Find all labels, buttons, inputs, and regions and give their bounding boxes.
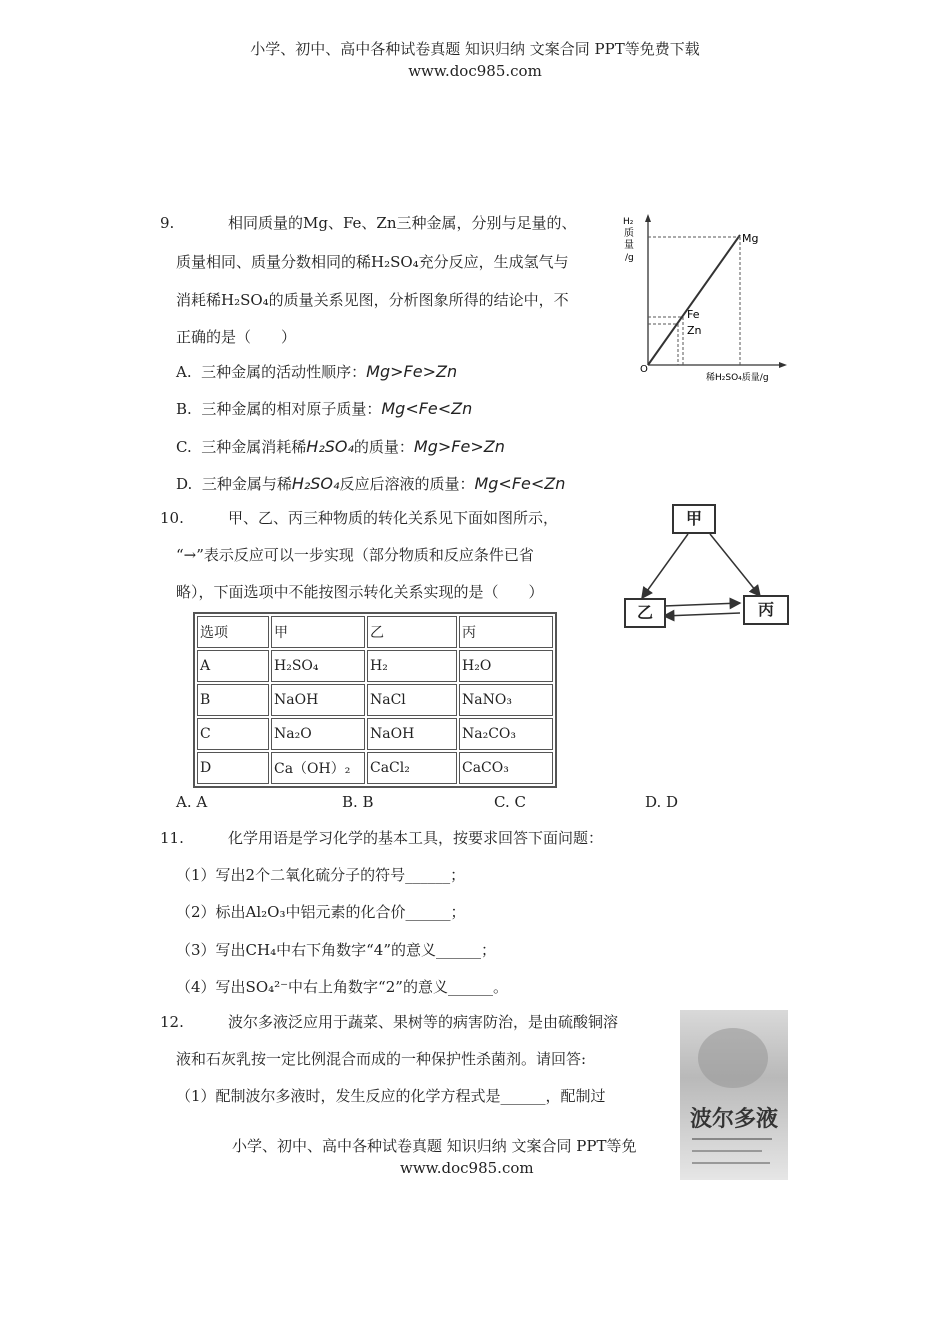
- arrow-yi-bing: [664, 603, 740, 606]
- x-axis-arrow: [779, 362, 787, 368]
- table-cell: Na₂O: [271, 718, 365, 750]
- q10-stem-line: “→”表示反应可以一步实现（部分物质和反应条件已省: [176, 546, 534, 564]
- mg-label: Mg: [742, 232, 759, 245]
- table-cell: H₂SO₄: [271, 650, 365, 682]
- q11-item: （1）写出2个二氧化硫分子的符号______；: [176, 866, 466, 884]
- node-bing: 丙: [743, 595, 789, 625]
- q12-stem-line: （1）配制波尔多液时，发生反应的化学方程式是______，配制过: [176, 1087, 606, 1105]
- table-header-cell: 丙: [459, 616, 553, 648]
- node-yi: 乙: [624, 598, 666, 628]
- table-header-cell: 选项: [197, 616, 269, 648]
- y-label-3: 量: [624, 240, 634, 251]
- arrow-jia-yi: [642, 534, 688, 598]
- y-label-4: /g: [625, 253, 634, 263]
- q11-number: 11.: [160, 829, 184, 847]
- q12-number: 12.: [160, 1013, 184, 1031]
- q10-options-table: [193, 612, 557, 788]
- q10-stem-line: 甲、乙、丙三种物质的转化关系见下面如图所示，: [228, 509, 559, 527]
- table-cell: NaNO₃: [459, 684, 553, 716]
- table-row: [197, 718, 553, 750]
- table-cell: NaOH: [271, 684, 365, 716]
- q10-number: 10.: [160, 509, 184, 527]
- q11-item: （3）写出CH₄中右下角数字“4”的意义______；: [176, 941, 496, 959]
- footer-url: www.doc985.com: [400, 1159, 534, 1177]
- series-line: [648, 235, 740, 365]
- q9-option-c: C. 三种金属消耗稀H₂SO₄的质量：Mg>Fe>Zn: [176, 437, 505, 456]
- bordeaux-mixture-photo: [680, 1010, 788, 1180]
- q10-choice-c: C. C: [494, 793, 526, 811]
- origin-label: O: [640, 364, 648, 375]
- q10-choice-d: D. D: [645, 793, 679, 811]
- q9-number: 9.: [160, 214, 175, 232]
- table-header-row: [197, 616, 553, 648]
- table-cell: A: [197, 650, 269, 682]
- node-jia: 甲: [672, 504, 716, 534]
- zn-label: Zn: [687, 324, 702, 337]
- table-cell: CaCl₂: [367, 752, 457, 784]
- table-row: [197, 752, 553, 784]
- table-row: [197, 684, 553, 716]
- q10-stem-line: 略），下面选项中不能按图示转化关系实现的是（ ）: [176, 583, 544, 601]
- y-label-1: H₂: [623, 217, 634, 227]
- table-cell: C: [197, 718, 269, 750]
- table-header-cell: 乙: [367, 616, 457, 648]
- q9-stem-line: 质量相同、质量分数相同的稀H₂SO₄充分反应，生成氢气与: [176, 253, 569, 271]
- q11-stem: 化学用语是学习化学的基本工具，按要求回答下面问题：: [228, 829, 604, 847]
- table-cell: Ca（OH）₂: [271, 752, 365, 784]
- table-cell: H₂: [367, 650, 457, 682]
- q10-choice-b: B. B: [342, 793, 374, 811]
- poster-text-line: [692, 1162, 770, 1164]
- footer-tagline: 小学、初中、高中各种试卷真题 知识归纳 文案合同 PPT等免: [232, 1137, 637, 1155]
- q9-stem-line: 正确的是（ ）: [176, 328, 297, 346]
- poster-text-line: [692, 1138, 772, 1140]
- y-label-2: 质: [624, 228, 634, 239]
- table-cell: CaCO₃: [459, 752, 553, 784]
- arrow-bing-yi: [664, 613, 740, 616]
- header-tagline: 小学、初中、高中各种试卷真题 知识归纳 文案合同 PPT等免费下载: [250, 40, 700, 58]
- poster-title: 波尔多液: [689, 1107, 778, 1132]
- photo-blob: [698, 1028, 768, 1088]
- y-axis-arrow: [645, 214, 651, 222]
- q9-stem-line: 相同质量的Mg、Fe、Zn三种金属，分别与足量的、: [228, 214, 577, 232]
- page-header: [0, 38, 950, 82]
- fe-label: Fe: [687, 308, 700, 321]
- table-cell: B: [197, 684, 269, 716]
- q11-item: （4）写出SO₄²⁻中右上角数字“2”的意义______。: [176, 978, 508, 996]
- q12-stem-line: 液和石灰乳按一定比例混合而成的一种保护性杀菌剂。请回答:: [176, 1050, 587, 1068]
- q9-option-a: A. 三种金属的活动性顺序：Mg>Fe>Zn: [176, 362, 458, 381]
- table-header-cell: 甲: [271, 616, 365, 648]
- q12-stem-line: 波尔多液泛应用于蔬菜、果树等的病害防治，是由硫酸铜溶: [228, 1013, 619, 1031]
- table-cell: NaOH: [367, 718, 457, 750]
- table-row: [197, 650, 553, 682]
- q9-option-b: B. 三种金属的相对原子质量：Mg<Fe<Zn: [176, 399, 473, 418]
- table-cell: NaCl: [367, 684, 457, 716]
- q9-option-d: D. 三种金属与稀H₂SO₄反应后溶液的质量：Mg<Fe<Zn: [176, 474, 566, 493]
- poster-text-line: [692, 1150, 762, 1152]
- table-cell: Na₂CO₃: [459, 718, 553, 750]
- q11-item: （2）标出Al₂O₃中铝元素的化合价______；: [176, 903, 466, 921]
- q9-graph: [618, 210, 798, 385]
- table-cell: D: [197, 752, 269, 784]
- q9-stem-line: 消耗稀H₂SO₄的质量关系见图，分析图象所得的结论中，不: [176, 291, 569, 309]
- q10-choice-a: A. A: [176, 793, 208, 811]
- table-cell: H₂O: [459, 650, 553, 682]
- x-label: 稀H₂SO₄质量/g: [706, 373, 769, 383]
- arrow-jia-bing: [710, 534, 760, 596]
- header-url: www.doc985.com: [408, 62, 542, 80]
